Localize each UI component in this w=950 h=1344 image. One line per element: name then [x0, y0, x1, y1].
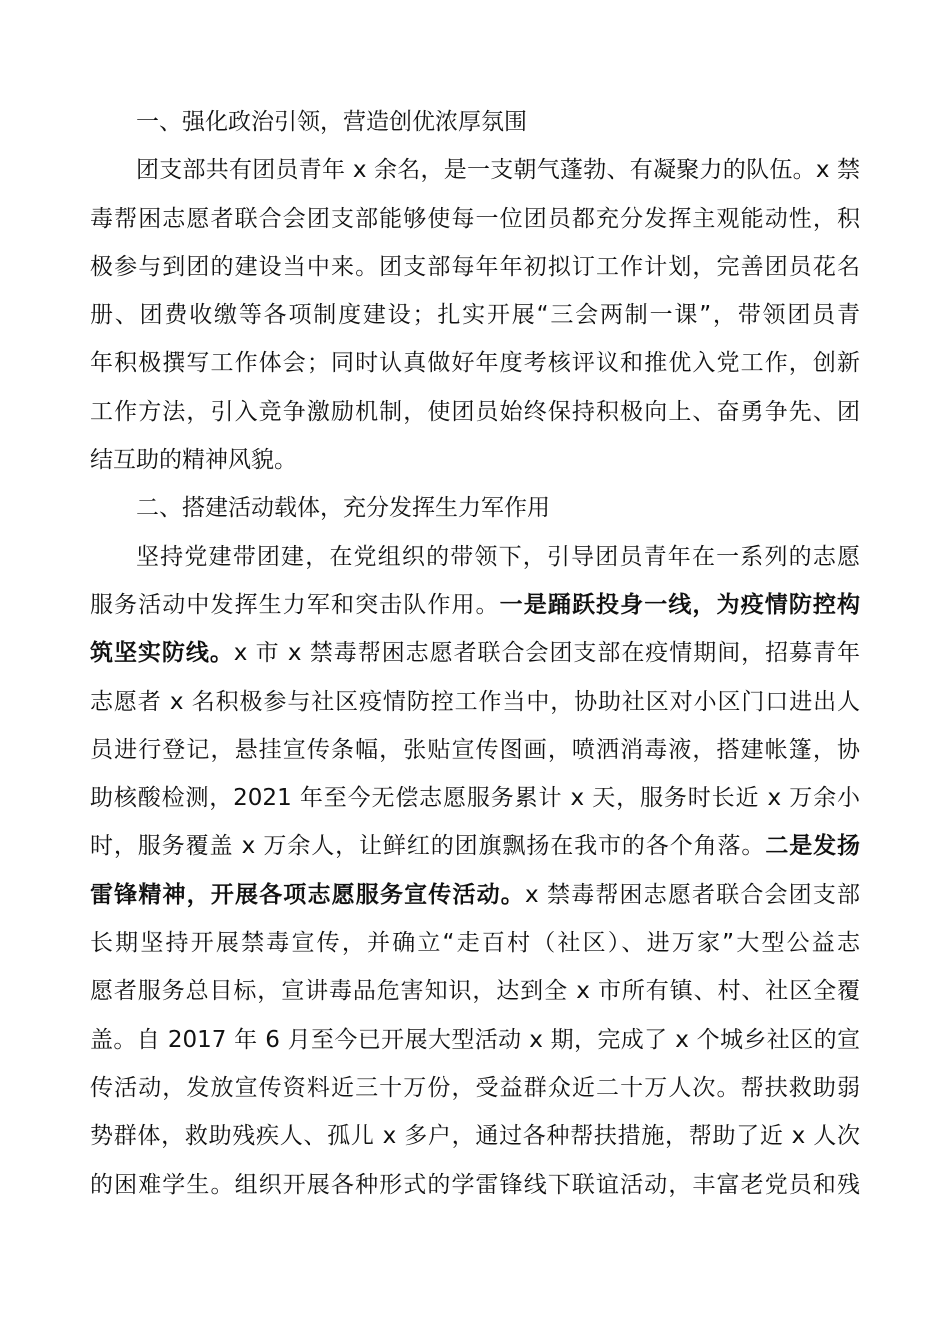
paragraph-2-text: 时，服务覆盖 x 万余人，让鲜红的团旗飘扬在我市的各个角落。 — [90, 833, 766, 860]
paragraph-2-line: 坚持党建带团建，在党组织的带领下，引导团员青年在一系列的志愿 — [136, 543, 860, 570]
paragraph-1-line: 极参与到团的建设当中来。团支部每年年初拟订工作计划，完善团员花名 — [90, 253, 860, 280]
paragraph-1-line: 结互助的精神风貌。 — [90, 447, 297, 474]
paragraph-2-line: 盖。自 2017 年 6 月至今已开展大型活动 x 期，完成了 x 个城乡社区的宣 — [90, 1026, 860, 1053]
paragraph-2-text: 服务活动中发挥生力军和突击队作用。 — [90, 591, 500, 618]
paragraph-2-bold-text: 二是发扬 — [765, 833, 861, 860]
paragraph-2-text: x 市 x 禁毒帮困志愿者联合会团支部在疫情期间，招募青年 — [233, 640, 861, 667]
paragraph-2-line: 势群体，救助残疾人、孤儿 x 多户，通过各种帮扶措施，帮助了近 x 人次 — [90, 1123, 860, 1150]
paragraph-2-line: 员进行登记，悬挂宣传条幅，张贴宣传图画，喷洒消毒液，搭建帐篷，协 — [90, 736, 860, 763]
paragraph-2-line — [90, 581, 860, 629]
section-heading-1: 一、强化政治引领，营造创优浓厚氛围 — [136, 109, 527, 135]
paragraph-2-bold-text: 雷锋精神，开展各项志愿服务宣传活动。 — [90, 881, 525, 908]
paragraph-2-text: x 禁毒帮困志愿者联合会团支部 — [524, 881, 860, 908]
paragraph-2-bold-text: 一是踊跃投身一线，为疫情防控构 — [499, 591, 861, 618]
paragraph-2-line: 的困难学生。组织开展各种形式的学雷锋线下联谊活动，丰富老党员和残 — [90, 1171, 860, 1198]
paragraph-2-line — [90, 629, 860, 677]
paragraph-2-line — [90, 822, 860, 870]
paragraph-2-line: 传活动，发放宣传资料近三十万份，受益群众近二十万人次。帮扶救助弱 — [90, 1074, 860, 1101]
paragraph-2-line: 助核酸检测，2021 年至今无偿志愿服务累计 x 天，服务时长近 x 万余小 — [90, 785, 860, 812]
paragraph-1-line: 册、团费收缴等各项制度建设；扎实开展“三会两制一课”，带领团员青 — [90, 302, 860, 329]
paragraph-2-line — [90, 871, 860, 919]
paragraph-1-line: 年积极撰写工作体会；同时认真做好年度考核评议和推优入党工作，创新 — [90, 350, 860, 377]
document-body — [90, 98, 860, 1209]
paragraph-2-line: 志愿者 x 名积极参与社区疫情防控工作当中，协助社区对小区门口进出人 — [90, 688, 860, 715]
paragraph-1-line: 团支部共有团员青年 x 余名，是一支朝气蓬勃、有凝聚力的队伍。x 禁 — [136, 157, 860, 184]
paragraph-2-bold-text: 筑坚实防线。 — [90, 640, 234, 667]
paragraph-1-line: 工作方法，引入竞争激励机制，使团员始终保持积极向上、奋勇争先、团 — [90, 398, 860, 425]
paragraph-2-line: 长期坚持开展禁毒宣传，并确立“走百村（社区）、进万家”大型公益志 — [90, 930, 860, 957]
paragraph-1-line: 毒帮困志愿者联合会团支部能够使每一位团员都充分发挥主观能动性，积 — [90, 205, 860, 232]
paragraph-2-line: 愿者服务总目标，宣讲毒品危害知识，达到全 x 市所有镇、村、社区全覆 — [90, 978, 860, 1005]
section-heading-2: 二、搭建活动载体，充分发挥生力军作用 — [136, 495, 550, 522]
